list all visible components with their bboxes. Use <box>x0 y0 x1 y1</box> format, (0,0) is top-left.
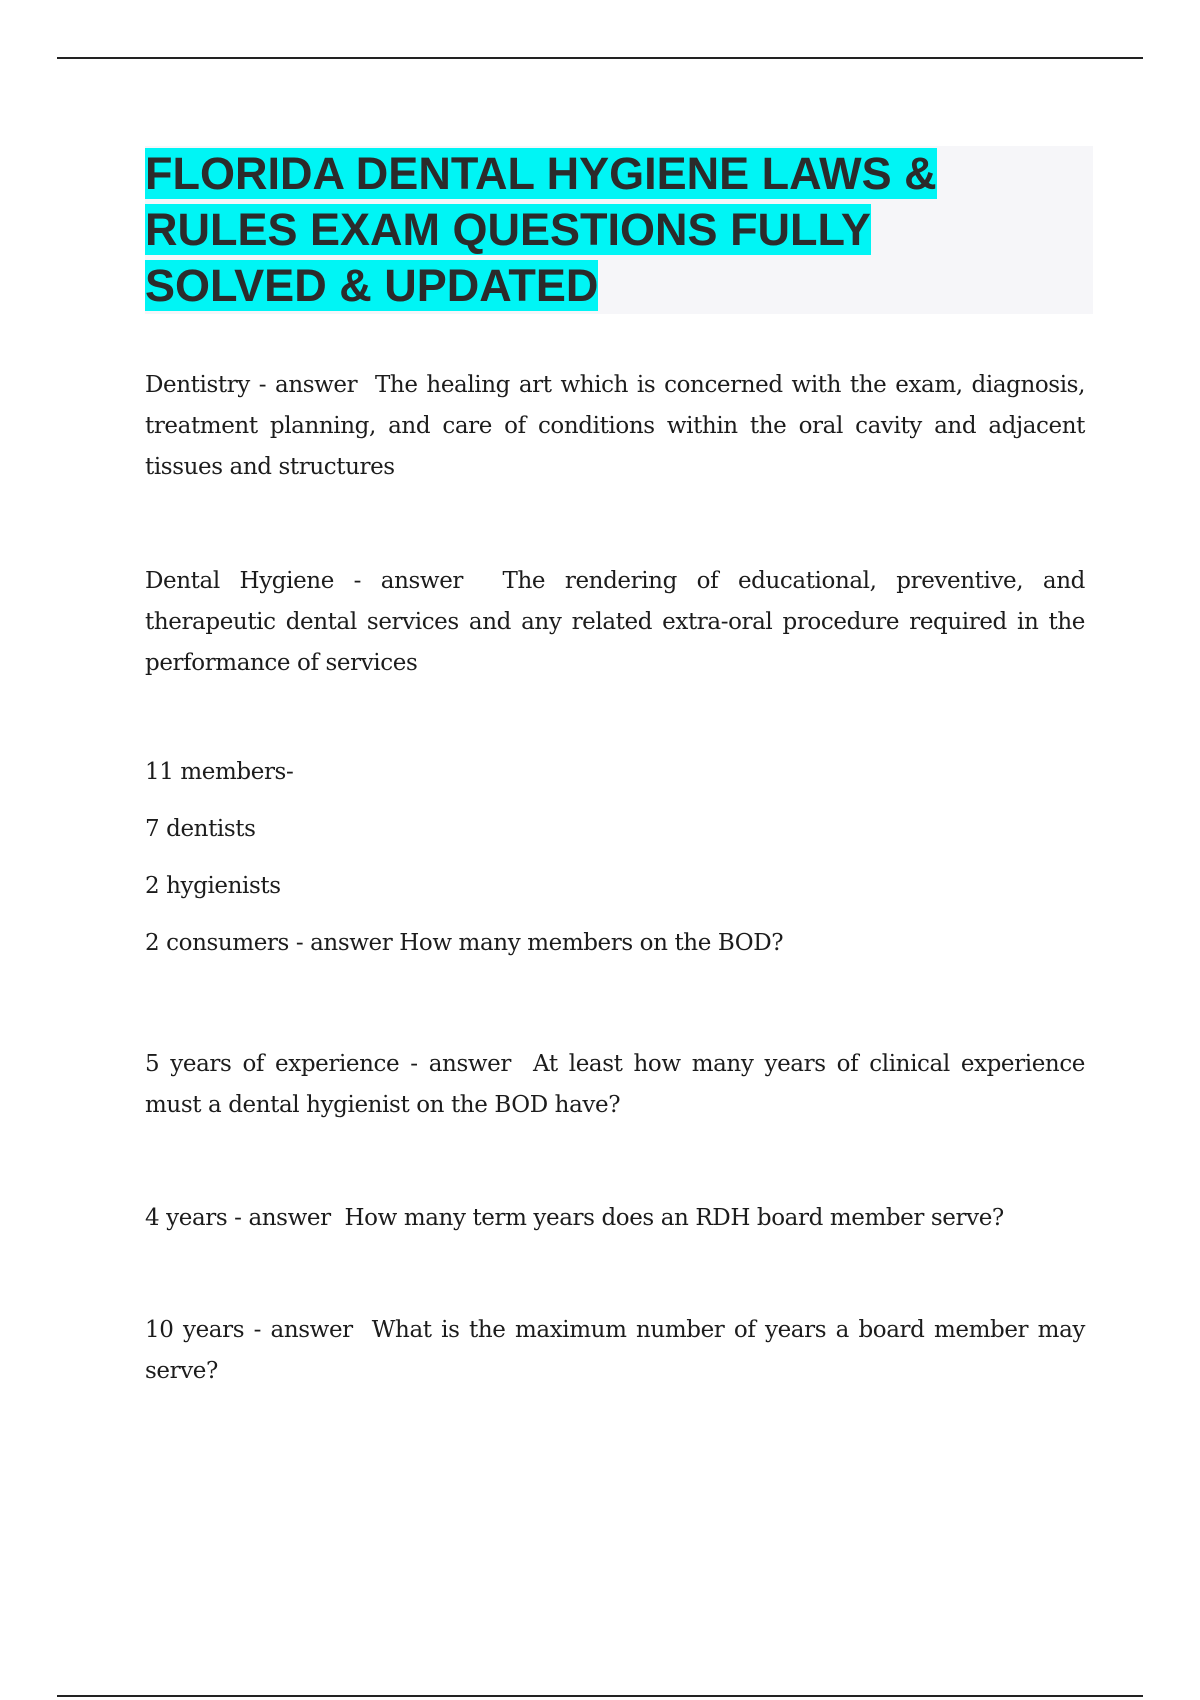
entry-term: Dentistry <box>145 372 250 398</box>
entry-definition: The rendering of educational, preventive, and therapeutic dental services and any related extra-oral procedure required in the performance of services <box>145 568 1085 676</box>
entry-term: Dental Hygiene <box>145 568 334 594</box>
flashcard-list <box>145 365 1085 1392</box>
entry-definition: The healing art which is concerned with the exam, diagnosis, treatment planning, and care of conditions within the oral cavity and adjacent tissues and structures <box>145 372 1085 480</box>
answer-separator: - answer <box>227 1205 345 1231</box>
title-block <box>145 146 1093 314</box>
answer-separator: - answer <box>249 372 375 398</box>
title-highlight: FLORIDA DENTAL HYGIENE LAWS & RULES EXAM QUESTIONS FULLY SOLVED & UPDATED <box>145 148 937 311</box>
entry-term: 5 years of experience <box>145 1051 400 1077</box>
entry-term-line-final <box>145 915 1085 972</box>
bottom-divider <box>57 1695 1143 1697</box>
entry-term-line: 7 dentists <box>145 816 256 842</box>
document-title <box>145 146 1045 314</box>
flashcard-entry <box>145 1310 1085 1392</box>
flashcard-entry <box>145 365 1085 488</box>
flashcard-entry <box>145 1044 1085 1126</box>
top-divider <box>57 57 1143 59</box>
entry-definition: What is the maximum number of years a board member may serve? <box>145 1317 1085 1384</box>
entry-definition: How many members on the BOD? <box>399 930 784 956</box>
flashcard-entry <box>145 744 1085 972</box>
entry-term: 10 years <box>145 1317 245 1343</box>
entry-term: 2 consumers <box>145 930 289 956</box>
entry-term-line: 11 members- <box>145 759 294 785</box>
entry-term: 4 years <box>145 1205 228 1231</box>
entry-term-line: 2 hygienists <box>145 873 281 899</box>
entry-definition: How many term years does an RDH board member serve? <box>344 1205 1004 1231</box>
entry-definition: At least how many years of clinical experience must a dental hygienist on the BOD have? <box>145 1051 1086 1118</box>
answer-separator: - answer <box>333 568 503 594</box>
answer-separator: - answer <box>399 1051 534 1077</box>
flashcard-entry <box>145 561 1085 684</box>
flashcard-entry <box>145 1198 1085 1239</box>
answer-separator: - answer <box>288 930 400 956</box>
answer-separator: - answer <box>244 1317 372 1343</box>
